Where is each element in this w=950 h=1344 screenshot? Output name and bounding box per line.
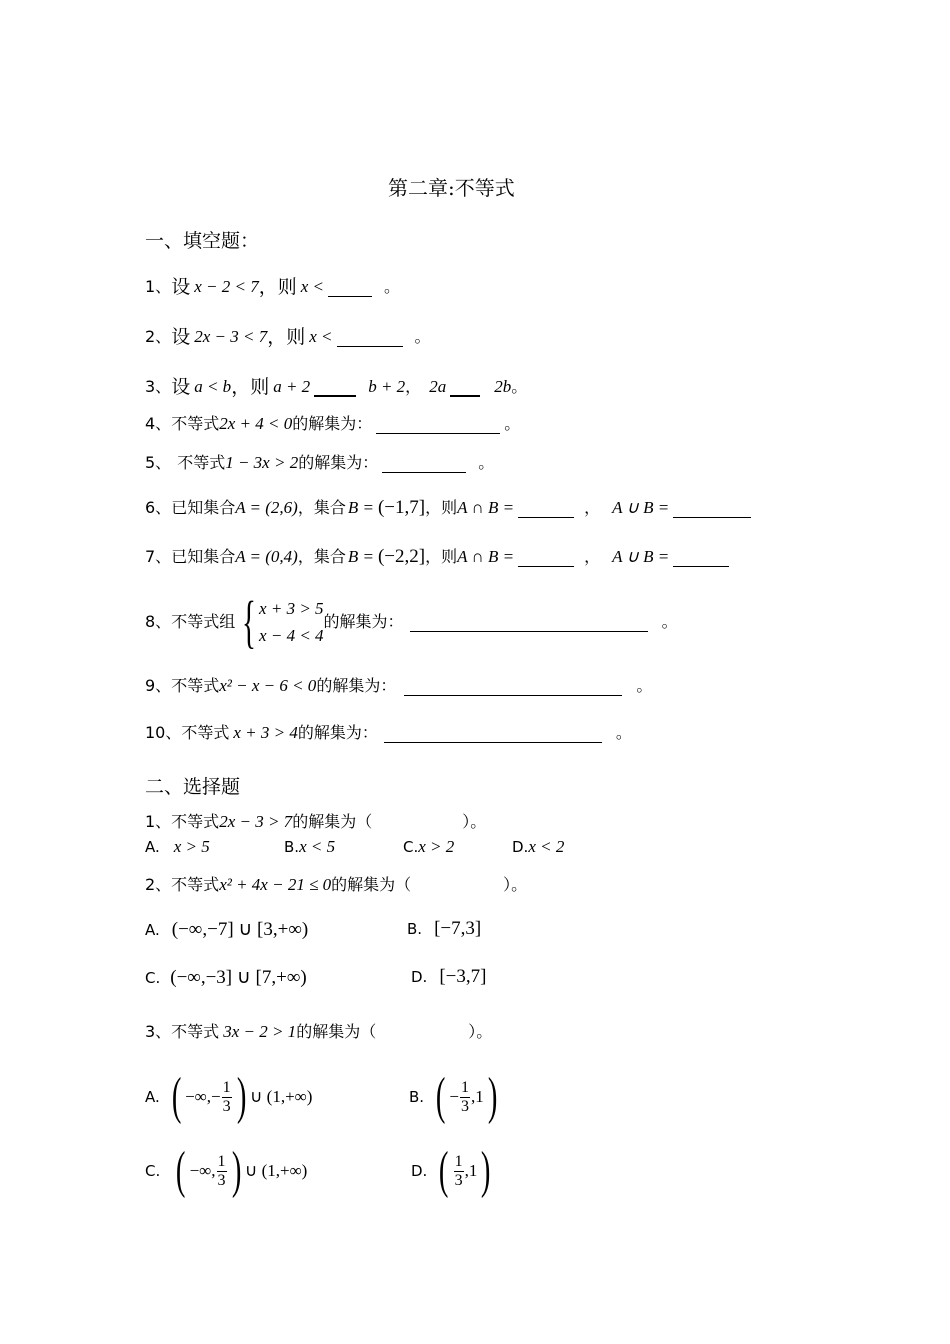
question-text: 的解集为（	[292, 812, 373, 831]
math-expression: A ∩ B =	[457, 498, 515, 517]
fraction-numerator: 1	[217, 1152, 226, 1170]
option-value: x < 2	[528, 837, 565, 856]
question-number: 3、	[145, 377, 172, 396]
question-text: ）。	[503, 875, 528, 894]
math-expression: a + 2	[273, 377, 311, 396]
math-expression: 2x − 3 < 7	[194, 327, 268, 346]
option-value: −	[449, 1087, 459, 1106]
answer-blank[interactable]	[382, 454, 466, 473]
math-expression: A ∪ B =	[612, 498, 670, 517]
period: 。	[615, 723, 632, 742]
math-expression: 2a	[429, 377, 447, 396]
fill-question-4	[145, 413, 520, 435]
choice-1-option-d[interactable]	[512, 837, 564, 857]
question-text: 2、不等式	[145, 875, 220, 894]
fraction-numerator: 1	[454, 1152, 463, 1170]
question-text: 的解集为：	[316, 676, 397, 695]
option-value: [−3,7]	[439, 966, 487, 987]
comma: ，	[584, 498, 601, 517]
answer-blank[interactable]	[328, 278, 372, 297]
fraction-denominator: 3	[217, 1171, 226, 1189]
interval-expression: (−2,2]	[377, 546, 426, 567]
answer-blank[interactable]	[376, 415, 500, 434]
answer-blank[interactable]	[314, 377, 356, 397]
choice-3-option-d[interactable]	[411, 1142, 495, 1199]
left-brace: {	[242, 589, 257, 654]
question-text: 不等式	[177, 453, 226, 472]
fraction-numerator: 1	[460, 1078, 469, 1096]
answer-blank[interactable]	[337, 328, 403, 347]
fill-question-2	[145, 326, 431, 348]
answer-blank[interactable]	[410, 613, 648, 632]
option-letter: C.	[145, 968, 161, 987]
question-text: 的解集为：	[323, 612, 404, 631]
choice-question-2	[145, 874, 527, 896]
question-text: ，则	[231, 376, 270, 398]
question-text: 不等式组	[171, 612, 236, 631]
option-letter: B.	[284, 838, 300, 856]
right-paren: )	[487, 1068, 498, 1125]
fraction-denominator: 3	[222, 1097, 231, 1115]
option-value: ∪ (1,+∞)	[249, 1087, 313, 1106]
option-value: ∪ (1,+∞)	[244, 1161, 308, 1180]
inequality-line: x − 4 < 4	[259, 626, 324, 645]
option-letter: B.	[409, 1088, 425, 1106]
question-text: 设	[171, 376, 191, 398]
period: 。	[414, 327, 431, 346]
left-paren: (	[176, 1142, 186, 1199]
option-value: ,1	[470, 1087, 484, 1106]
option-value: x > 5	[173, 837, 210, 856]
question-text: 不等式	[171, 414, 220, 433]
fill-question-7	[145, 546, 733, 568]
fill-question-6	[145, 497, 755, 519]
question-text: ，集合	[297, 547, 346, 566]
question-text: ）。	[462, 812, 487, 831]
math-expression: A ∪ B =	[612, 547, 670, 566]
question-text: 已知集合	[171, 547, 236, 566]
math-expression: B =	[347, 547, 374, 566]
option-value: −∞,−	[185, 1087, 221, 1106]
question-number: 9、	[145, 676, 172, 695]
question-text: 不等式	[181, 723, 230, 742]
inequality-line: x + 3 > 5	[259, 599, 324, 618]
math-expression: 2b	[494, 377, 512, 396]
question-number: 8、	[145, 612, 172, 631]
answer-blank[interactable]	[518, 499, 574, 518]
math-expression: 1 − 3x > 2	[225, 453, 299, 472]
question-text: ，则	[425, 547, 458, 566]
question-text: 的解集为（	[331, 875, 412, 894]
section-choice-heading: 二、选择题	[145, 776, 241, 798]
question-text: 设	[171, 276, 191, 298]
option-value: (−∞,−7] ∪ [3,+∞)	[171, 919, 309, 940]
choice-1-option-b[interactable]	[284, 837, 335, 857]
option-letter: D.	[512, 838, 529, 856]
choice-1-option-c[interactable]	[403, 837, 454, 857]
math-expression: x − 2 < 7	[194, 277, 259, 296]
math-expression: A ∩ B =	[457, 547, 515, 566]
option-letter: D.	[411, 1162, 428, 1180]
choice-3-option-b[interactable]	[409, 1068, 501, 1125]
answer-blank[interactable]	[404, 677, 622, 696]
fill-question-3	[145, 376, 527, 398]
option-value: −∞,	[189, 1161, 216, 1180]
option-letter: A.	[145, 838, 160, 856]
option-letter: C.	[145, 1162, 161, 1180]
choice-1-option-a[interactable]	[145, 837, 210, 857]
fraction-numerator: 1	[222, 1078, 231, 1096]
math-expression: x² − x − 6 < 0	[219, 676, 317, 695]
choice-2-option-a[interactable]	[145, 918, 308, 941]
left-paren: (	[435, 1068, 446, 1125]
interval-expression: (−1,7]	[377, 497, 426, 518]
question-number: 6、	[145, 498, 172, 517]
question-text: ，则	[267, 326, 306, 348]
option-letter: A.	[145, 1088, 160, 1106]
question-number: 10、	[145, 723, 182, 742]
section-fill-heading: 一、填空题：	[145, 230, 260, 252]
choice-question-1	[145, 811, 486, 833]
question-text: ）。	[468, 1022, 493, 1041]
question-text: ，集合	[297, 498, 346, 517]
question-text: 不等式	[171, 676, 220, 695]
option-value: [−7,3]	[434, 918, 482, 939]
math-expression: x² + 4x − 21 ≤ 0	[219, 875, 332, 894]
option-letter: B.	[407, 920, 423, 938]
answer-blank[interactable]	[450, 377, 480, 397]
option-letter: D.	[411, 968, 428, 986]
question-number: 2、	[145, 327, 172, 346]
question-text: 的解集为：	[292, 414, 373, 433]
question-text: 已知集合	[171, 498, 236, 517]
math-expression: 2x − 3 > 7	[219, 812, 293, 831]
period: 。	[504, 414, 521, 433]
period: 。	[511, 377, 528, 396]
choice-question-3	[145, 1021, 492, 1043]
period: 。	[661, 612, 678, 631]
fraction-denominator: 3	[454, 1171, 463, 1189]
period: 。	[478, 453, 495, 472]
math-expression: A = (2,6)	[235, 498, 298, 517]
fraction	[222, 1079, 232, 1116]
choice-2-option-c[interactable]	[145, 966, 307, 989]
system-of-inequalities	[259, 595, 324, 649]
period: 。	[636, 676, 653, 695]
fill-question-10	[145, 722, 632, 744]
choice-2-option-b[interactable]	[407, 918, 481, 940]
option-value: (−∞,−3] ∪ [7,+∞)	[170, 967, 307, 988]
answer-blank[interactable]	[673, 548, 729, 567]
comma: ，	[584, 547, 601, 566]
page-title: 第二章:不等式	[388, 176, 515, 200]
math-expression: a < b	[194, 377, 232, 396]
right-paren: )	[231, 1142, 241, 1199]
option-value: x > 2	[418, 837, 455, 856]
question-text: 的解集为（	[296, 1022, 377, 1041]
math-expression: b + 2	[368, 377, 406, 396]
option-value: ,1	[464, 1161, 478, 1180]
choice-2-option-d[interactable]	[411, 966, 486, 988]
fill-question-8	[145, 589, 678, 654]
fraction	[217, 1153, 227, 1190]
answer-blank[interactable]	[518, 548, 574, 567]
question-number: 7、	[145, 547, 172, 566]
math-expression: 3x − 2 > 1	[223, 1022, 297, 1041]
fill-question-9	[145, 675, 652, 697]
question-number: 5、	[145, 453, 172, 472]
math-expression: x <	[309, 327, 333, 346]
right-paren: )	[481, 1142, 491, 1199]
question-text: 设	[171, 326, 191, 348]
math-expression: 2x + 4 < 0	[219, 414, 293, 433]
fraction-denominator: 3	[460, 1097, 469, 1115]
fill-question-5	[145, 452, 494, 474]
math-expression: x + 3 > 4	[233, 723, 298, 742]
question-text: 3、不等式	[145, 1022, 220, 1041]
question-text: 1、不等式	[145, 812, 220, 831]
choice-3-option-a[interactable]	[145, 1068, 313, 1125]
math-expression: A = (0,4)	[235, 547, 298, 566]
question-text: 的解集为：	[297, 723, 378, 742]
math-expression: x <	[300, 277, 324, 296]
period: 。	[384, 277, 401, 296]
choice-3-option-c[interactable]	[145, 1142, 308, 1199]
left-paren: (	[439, 1142, 449, 1199]
option-letter: C.	[403, 838, 419, 856]
fill-question-1	[145, 276, 400, 298]
question-text: ，则	[258, 276, 297, 298]
fraction	[454, 1153, 464, 1190]
fraction	[460, 1079, 470, 1116]
left-paren: (	[171, 1068, 182, 1125]
question-number: 1、	[145, 277, 172, 296]
math-expression: B =	[347, 498, 374, 517]
option-value: x < 5	[299, 837, 336, 856]
right-paren: )	[236, 1068, 247, 1125]
question-number: 4、	[145, 414, 172, 433]
question-text: 的解集为：	[298, 453, 379, 472]
answer-blank[interactable]	[673, 499, 751, 518]
comma: ，	[405, 377, 422, 396]
answer-blank[interactable]	[384, 724, 602, 743]
option-letter: A.	[145, 920, 160, 939]
question-text: ，则	[425, 498, 458, 517]
